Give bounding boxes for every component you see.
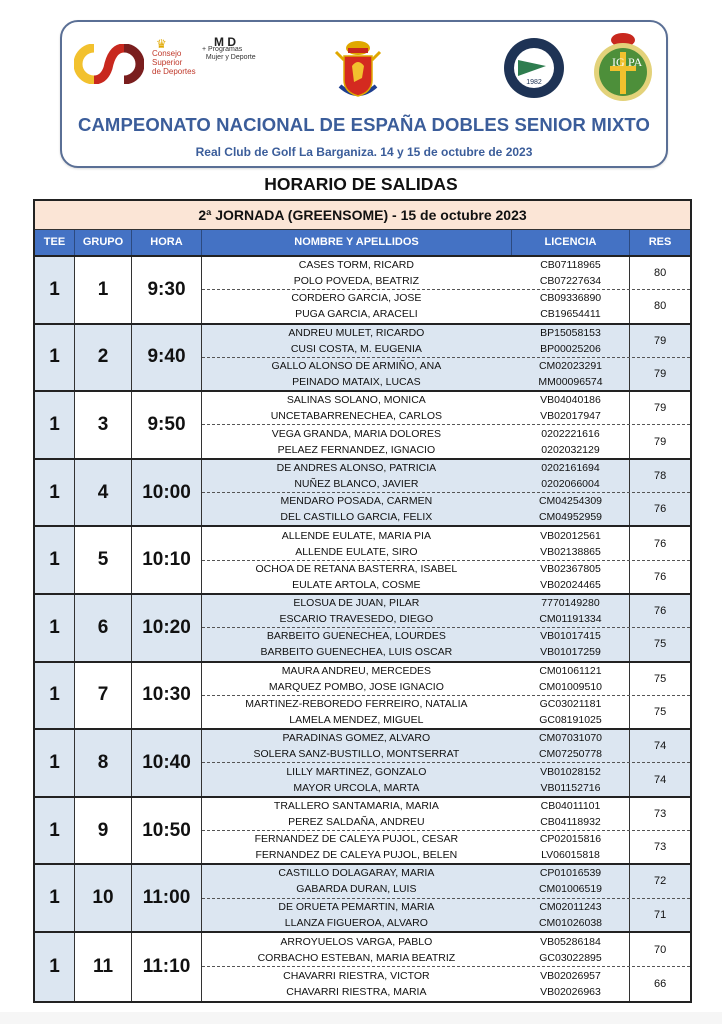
pair-licencias (511, 865, 630, 897)
table-header (35, 230, 690, 257)
pair-res: 79 (629, 358, 690, 390)
table-row-group (35, 663, 690, 731)
tee-cell: 1 (35, 460, 75, 526)
player-licencia: GC03022895 (539, 951, 602, 964)
pair-names (202, 325, 511, 357)
pair-licencias (511, 595, 630, 627)
grupo-cell: 11 (75, 933, 132, 1001)
pair-row (202, 595, 690, 627)
pair-res: 79 (629, 392, 690, 424)
pair-licencias (511, 561, 630, 593)
event-title: CAMPEONATO NACIONAL DE ESPAÑA DOBLES SENIOR MIXTO (78, 114, 650, 135)
player-licencia: CM07250778 (538, 748, 603, 761)
pairs-container (202, 325, 690, 391)
player-licencia: 0202161694 (541, 461, 600, 474)
player-name: CORBACHO ESTEBAN, MARIA BEATRIZ (257, 951, 456, 964)
player-licencia: CB04118932 (540, 815, 601, 828)
hora-cell: 11:00 (132, 865, 202, 931)
pair-row (202, 325, 690, 357)
pair-licencias (511, 763, 630, 795)
tee-cell: 1 (35, 325, 75, 391)
pair-res: 76 (629, 595, 690, 627)
hora-cell: 10:10 (132, 527, 202, 593)
tee-cell: 1 (35, 933, 75, 1001)
player-licencia: 0202221616 (541, 427, 600, 440)
player-licencia: 7770149280 (541, 597, 600, 610)
player-licencia: CM07031070 (538, 732, 603, 745)
pair-row (202, 460, 690, 492)
player-name: DEL CASTILLO GARCIA, FELIX (280, 511, 433, 524)
player-name: OCHOA DE RETANA BASTERRA, ISABEL (255, 562, 458, 575)
player-name: ALLENDE EULATE, MARIA PIA (281, 529, 431, 542)
pair-licencias (511, 663, 630, 695)
player-name: SOLERA SANZ-BUSTILLO, MONTSERRAT (253, 748, 460, 761)
tee-cell: 1 (35, 257, 75, 323)
csd-line: de Deportes (152, 67, 196, 76)
player-name: FERNANDEZ DE CALEYA PUJOL, BELEN (255, 849, 458, 862)
pair-licencias (511, 527, 630, 559)
player-name: PEREZ SALDAÑA, ANDREU (288, 815, 425, 828)
pair-res: 71 (629, 899, 690, 931)
pair-row (202, 357, 690, 390)
column-header-nombre: NOMBRE Y APELLIDOS (202, 230, 512, 255)
section-title: HORARIO DE SALIDAS (264, 174, 458, 194)
table-row-group (35, 392, 690, 460)
column-header-res: RES (648, 236, 672, 248)
pair-row (202, 424, 690, 457)
column-header-hora: HORA (132, 230, 202, 255)
csd-line: Consejo (152, 49, 182, 58)
table-row-group (35, 325, 690, 393)
svg-text:PA: PA (628, 55, 643, 69)
player-name: SALINAS SOLANO, MONICA (286, 394, 426, 407)
player-name: DE ORUETA PEMARTIN, MARIA (278, 900, 435, 913)
hora-cell: 9:30 (132, 257, 202, 323)
pair-res: 74 (629, 730, 690, 762)
pair-licencias (511, 933, 630, 966)
column-header-grupo: GRUPO (75, 230, 132, 255)
pairs-container (202, 257, 690, 323)
grupo-cell: 10 (75, 865, 132, 931)
pair-licencias (511, 493, 630, 525)
pair-row (202, 933, 690, 966)
table-row-group (35, 257, 690, 325)
pair-res: 76 (629, 527, 690, 559)
pairs-container (202, 865, 690, 931)
player-name: PUGA GARCIA, ARACELI (295, 308, 418, 321)
player-name: PELAEZ FERNANDEZ, IGNACIO (277, 443, 436, 456)
barganiza-year: 1982 (526, 79, 542, 86)
player-licencia: CP02015816 (539, 833, 602, 846)
player-name: PARADINAS GOMEZ, ALVARO (282, 732, 431, 745)
player-licencia: VB02024465 (540, 578, 601, 591)
player-name: ESCARIO TRAVESEDO, DIEGO (279, 613, 434, 626)
pair-licencias (511, 425, 630, 457)
pairs-container (202, 460, 690, 526)
pair-names (202, 831, 511, 863)
pair-names (202, 425, 511, 457)
pair-licencias (511, 358, 630, 390)
player-name: ANDREU MULET, RICARDO (288, 326, 425, 339)
pair-row (202, 527, 690, 559)
player-name: VEGA GRANDA, MARIA DOLORES (271, 427, 441, 440)
pair-licencias (511, 460, 630, 492)
player-name: ELOSUA DE JUAN, PILAR (293, 597, 420, 610)
pair-names (202, 967, 511, 1000)
pair-names (202, 527, 511, 559)
pair-res: 79 (629, 325, 690, 357)
pairs-container (202, 595, 690, 661)
player-name: LILLY MARTINEZ, GONZALO (286, 765, 427, 778)
tee-cell: 1 (35, 730, 75, 796)
pair-res: 72 (629, 865, 690, 897)
player-licencia: BP15058153 (540, 326, 601, 339)
player-name: GALLO ALONSO DE ARMIÑO, ANA (271, 360, 442, 373)
player-licencia: 0202032129 (541, 443, 600, 456)
grupo-cell: 4 (75, 460, 132, 526)
pair-names (202, 257, 511, 289)
pairs-container (202, 392, 690, 458)
table-row-group (35, 730, 690, 798)
pair-licencias (511, 257, 630, 289)
player-name: CASES TORM, RICARD (298, 259, 414, 272)
player-licencia: VB01017415 (540, 630, 601, 643)
grupo-cell: 9 (75, 798, 132, 864)
pair-licencias (511, 967, 630, 1000)
player-name: ARROYUELOS VARGA, PABLO (280, 935, 433, 948)
player-name: GABARDA DURAN, LUIS (296, 883, 417, 896)
player-licencia: 0202066004 (541, 477, 600, 490)
event-subtitle: Real Club de Golf La Barganiza. 14 y 15 de octubre de 2023 (195, 145, 533, 159)
pair-row (202, 865, 690, 897)
pairs-container (202, 730, 690, 796)
pair-licencias (511, 392, 630, 424)
pair-row (202, 966, 690, 1000)
pair-names (202, 933, 511, 966)
fgpa-logo-icon (592, 28, 654, 102)
pair-row (202, 898, 690, 931)
player-licencia: CM01026038 (538, 916, 603, 929)
tee-cell: 1 (35, 663, 75, 729)
player-licencia: MM00096574 (538, 376, 603, 389)
player-name: CASTILLO DOLAGARAY, MARIA (278, 867, 435, 880)
grupo-cell: 1 (75, 257, 132, 323)
pair-names (202, 798, 511, 830)
pair-row (202, 663, 690, 695)
player-licencia: GC08191025 (539, 714, 602, 726)
player-name: FERNANDEZ DE CALEYA PUJOL, CESAR (254, 833, 459, 846)
player-name: CUSI COSTA, M. EUGENIA (290, 342, 422, 355)
pair-licencias (511, 325, 630, 357)
player-licencia: VB02017947 (540, 410, 601, 423)
pair-row (202, 560, 690, 593)
tee-cell: 1 (35, 392, 75, 458)
pair-row (202, 762, 690, 795)
player-name: MARQUEZ POMBO, JOSE IGNACIO (268, 680, 444, 693)
player-licencia: VB02012561 (540, 529, 601, 542)
player-licencia: BP00025206 (540, 342, 601, 355)
grupo-cell: 2 (75, 325, 132, 391)
pair-res: 75 (629, 696, 690, 728)
pair-res: 75 (629, 663, 690, 695)
csd-line: Superior (152, 58, 183, 67)
table-row-group (35, 798, 690, 866)
pair-res: 76 (629, 493, 690, 525)
player-licencia: VB02138865 (540, 545, 601, 558)
pair-row (202, 695, 690, 728)
hora-cell: 11:10 (132, 933, 202, 1001)
player-licencia: VB02026963 (540, 985, 601, 998)
tee-cell: 1 (35, 798, 75, 864)
pair-licencias (511, 628, 630, 660)
pair-res: 75 (629, 628, 690, 660)
column-header-tee: TEE (35, 230, 75, 255)
player-licencia: CB07227634 (539, 275, 602, 288)
pair-row (202, 627, 690, 660)
tee-cell: 1 (35, 595, 75, 661)
event-banner (60, 20, 668, 168)
grupo-cell: 6 (75, 595, 132, 661)
table-row-group (35, 865, 690, 933)
player-licencia: VB04040186 (540, 394, 601, 407)
pair-res: 73 (629, 831, 690, 863)
hora-cell: 10:40 (132, 730, 202, 796)
pair-res: 70 (629, 933, 690, 966)
hora-cell: 9:40 (132, 325, 202, 391)
hora-cell: 10:30 (132, 663, 202, 729)
player-licencia: CM01061121 (539, 664, 602, 677)
hora-cell: 10:20 (132, 595, 202, 661)
table-row-group (35, 527, 690, 595)
pair-names (202, 358, 511, 390)
pair-res: 66 (629, 967, 690, 1000)
pair-names (202, 663, 511, 695)
player-licencia: VB01017259 (540, 646, 601, 659)
pair-names (202, 460, 511, 492)
pair-res: 80 (629, 257, 690, 289)
pair-res: 76 (629, 561, 690, 593)
player-licencia: CM01191334 (539, 613, 602, 626)
player-name: CORDERO GARCIA, JOSE (291, 292, 422, 305)
pair-licencias (511, 831, 630, 863)
pair-res: 79 (629, 425, 690, 457)
pair-row (202, 289, 690, 322)
pair-row (202, 492, 690, 525)
player-licencia: VB05286184 (540, 935, 601, 948)
player-licencia: CM04952959 (538, 511, 603, 524)
grupo-cell: 5 (75, 527, 132, 593)
pair-row (202, 730, 690, 762)
myd-mark: M D (214, 35, 236, 49)
myd-logo: M D + Programas Mujer y Deporte (202, 35, 256, 61)
pair-licencias (511, 696, 630, 728)
pair-row (202, 798, 690, 830)
pair-names (202, 899, 511, 931)
pairs-container (202, 933, 690, 1001)
player-name: CHAVARRI RIESTRA, VICTOR (283, 969, 430, 982)
player-licencia: CB19654411 (540, 308, 601, 321)
player-licencia: CM01006519 (538, 883, 603, 896)
player-name: LAMELA MENDEZ, MIGUEL (289, 714, 424, 726)
player-name: EULATE ARTOLA, COSME (292, 578, 421, 591)
player-name: NUÑEZ BLANCO, JAVIER (294, 477, 419, 490)
group-list (35, 257, 690, 1001)
myd-line: Programas (208, 46, 243, 53)
pair-row (202, 257, 690, 289)
player-name: MENDARO POSADA, CARMEN (280, 495, 433, 508)
pair-names (202, 290, 511, 322)
pair-licencias (511, 290, 630, 322)
player-licencia: CB04011101 (540, 799, 601, 812)
hora-cell: 9:50 (132, 392, 202, 458)
pair-names (202, 865, 511, 897)
player-name: MARTINEZ-REBOREDO FERREIRO, NATALIA (245, 698, 468, 710)
pair-names (202, 561, 511, 593)
pair-names (202, 493, 511, 525)
tee-time-table (33, 199, 692, 1003)
pair-row (202, 830, 690, 863)
grupo-cell: 3 (75, 392, 132, 458)
grupo-cell: 7 (75, 663, 132, 729)
player-name: DE ANDRES ALONSO, PATRICIA (276, 461, 437, 474)
player-licencia: CM02011243 (539, 900, 602, 913)
rfeg-crest-icon (332, 38, 384, 104)
player-name: MAYOR URCOLA, MARTA (293, 781, 420, 794)
player-licencia: LV06015818 (541, 849, 600, 862)
tee-cell: 1 (35, 527, 75, 593)
table-row-group (35, 460, 690, 528)
pair-names (202, 595, 511, 627)
table-row-group (35, 933, 690, 1001)
csd-logo-icon (74, 44, 144, 84)
player-name: TRALLERO SANTAMARIA, MARIA (273, 799, 439, 812)
csd-logo-text (152, 37, 196, 76)
player-licencia: CB09336890 (539, 292, 602, 305)
player-name: ALLENDE EULATE, SIRO (295, 545, 418, 558)
player-name: BARBEITO GUENECHEA, LOURDES (266, 630, 446, 643)
player-name: LLANZA FIGUEROA, ALVARO (284, 916, 428, 929)
pairs-container (202, 663, 690, 729)
player-name: CHAVARRI RIESTRA, MARIA (286, 985, 427, 998)
pairs-container (202, 527, 690, 593)
myd-line: Mujer y Deporte (205, 54, 256, 61)
player-name: BARBEITO GUENECHEA, LUIS OSCAR (260, 646, 453, 659)
player-licencia: VB02026957 (540, 969, 601, 982)
pair-res: 74 (629, 763, 690, 795)
pair-names (202, 763, 511, 795)
column-header-licencia: LICENCIA (512, 230, 630, 255)
pair-names (202, 696, 511, 728)
pair-licencias (511, 899, 630, 931)
pair-licencias (511, 730, 630, 762)
player-licencia: CM04254309 (538, 495, 603, 508)
pairs-container (202, 798, 690, 864)
pair-res: 80 (629, 290, 690, 322)
svg-text:IG: IG (612, 55, 625, 69)
la-barganiza-logo-icon (502, 36, 566, 100)
hora-cell: 10:50 (132, 798, 202, 864)
hora-cell: 10:00 (132, 460, 202, 526)
player-licencia: GC03021181 (539, 698, 602, 710)
pair-res: 73 (629, 798, 690, 830)
table-row-group (35, 595, 690, 663)
player-name: MAURA ANDREU, MERCEDES (281, 664, 432, 677)
pair-res: 78 (629, 460, 690, 492)
pair-licencias (511, 798, 630, 830)
player-licencia: CP01016539 (539, 867, 602, 880)
player-licencia: CM02023291 (538, 360, 603, 373)
pair-names (202, 392, 511, 424)
crown-icon: ♛ (156, 37, 167, 51)
grupo-cell: 8 (75, 730, 132, 796)
player-licencia: VB02367805 (540, 562, 601, 575)
round-title: 2ª JORNADA (GREENSOME) - 15 de octubre 2023 (35, 201, 690, 230)
player-name: POLO POVEDA, BEATRIZ (293, 275, 419, 288)
player-licencia: CM01009510 (538, 680, 603, 693)
pair-row (202, 392, 690, 424)
pair-names (202, 730, 511, 762)
player-name: UNCETABARRENECHEA, CARLOS (270, 410, 443, 423)
player-licencia: CB07118965 (540, 259, 601, 272)
player-name: PEINADO MATAIX, LUCAS (292, 376, 421, 389)
tee-cell: 1 (35, 865, 75, 931)
pair-names (202, 628, 511, 660)
player-licencia: VB01152716 (540, 781, 601, 794)
player-licencia: VB01028152 (540, 765, 601, 778)
